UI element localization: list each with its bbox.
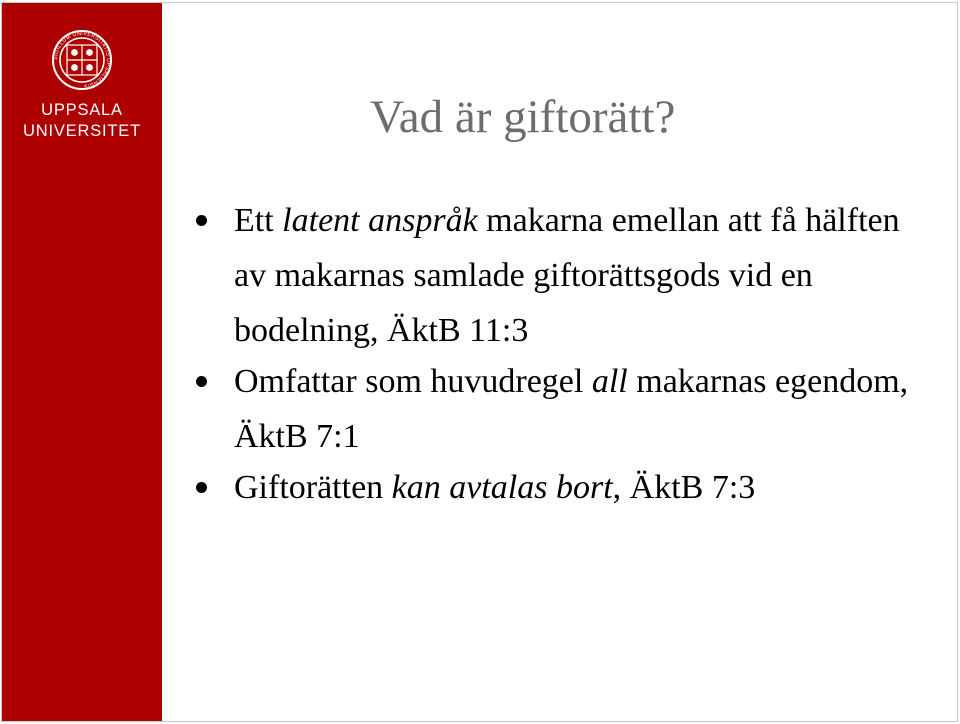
seal-text: SIGILLUM UNIVERSITATIS UPSALIENSIS xyxy=(52,30,112,89)
bullet-text: Ett xyxy=(234,202,283,239)
bullet-item xyxy=(196,354,916,464)
bullet-emphasis: all xyxy=(591,363,628,400)
university-name-line1: UPPSALA xyxy=(41,101,123,119)
bullet-icon xyxy=(196,215,207,226)
bullet-item xyxy=(196,460,916,515)
bullet-text: , ÄktB 7:3 xyxy=(612,469,756,506)
bullet-text: Omfattar som huvudregel xyxy=(234,363,592,400)
bullet-text: makarna emellan att få hälften av makarnas samlade giftorättsgods vid en bodelning, ÄktB 11:3 xyxy=(234,202,900,349)
brand-sidebar xyxy=(2,3,162,721)
university-seal-icon xyxy=(51,29,113,91)
bullet-list xyxy=(196,193,916,515)
bullet-icon xyxy=(196,376,207,387)
bullet-text: Giftorätten xyxy=(234,469,392,506)
bullet-emphasis: latent anspråk xyxy=(282,202,478,239)
slide-title: Vad är giftorätt? xyxy=(370,91,676,143)
bullet-icon xyxy=(196,482,207,493)
university-logo xyxy=(2,29,162,142)
bullet-emphasis: kan avtalas bort xyxy=(391,469,613,506)
bullet-item xyxy=(196,193,916,358)
university-name-line2: UNIVERSITET xyxy=(23,122,141,140)
bullet-text: makarnas egendom, ÄktB 7:1 xyxy=(234,363,909,455)
